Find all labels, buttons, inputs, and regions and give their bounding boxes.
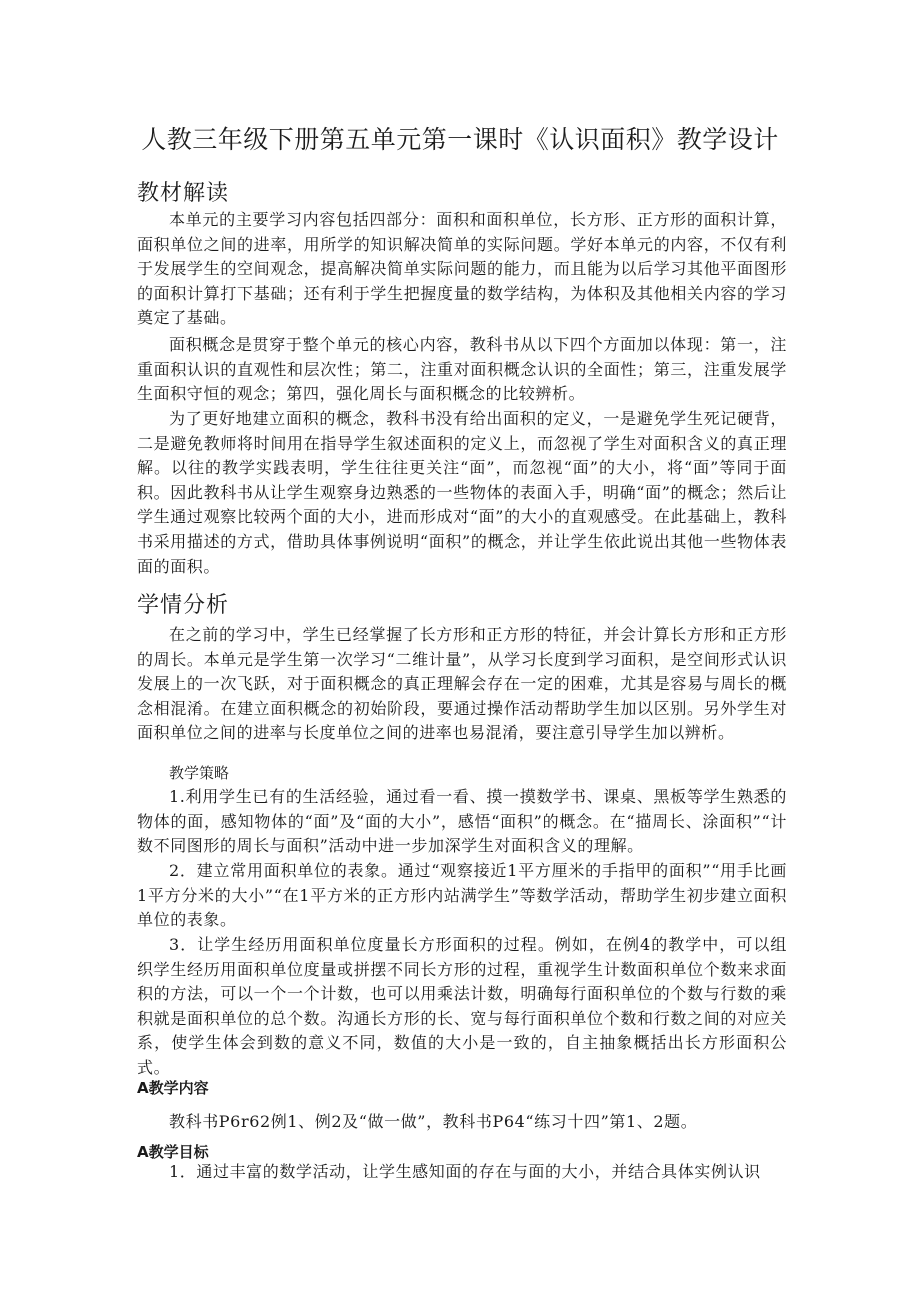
strategy-paragraph-1: 1.利用学生已有的生活经验，通过看一看、摸一摸数学书、课桌、黑板等学生熟悉的物体的面，感知物体的“面”及“面的大小”，感悟“面积”的概念。在“描周长、涂面积”“计数不同图形的周长与面积”活动中进一步加深学生对面积含义的理解。 [137,787,787,856]
material-paragraph-2: 面积概念是贯穿于整个单元的核心内容，教科书从以下四个方面加以体现：第一，注重面积认识的直观性和层次性；第二，注重对面积概念认识的全面性；第三，注重发展学生面积守恒的观念；第四，强化周长与面积概念的比较辨析。 [137,335,787,404]
material-paragraph-3: 为了更好地建立面积的概念，教科书没有给出面积的定义，一是避免学生死记硬背，二是避免教师将时间用在指导学生叙述面积的定义上，而忽视了学生对面积含义的真正理解。以往的教学实践表明，学生往往更关注“面”，而忽视“面”的大小，将“面”等同于面积。因此教科书从让学生观察身边熟悉的一些物体的表面入手，明确“面”的概念；然后让学生通过观察比较两个面的大小，进而形成对“面”的大小的直观感受。在此基础上，教科书采用描述的方式，借助具体事例说明“面积”的概念，并让学生依此说出其他一些物体表面的面积。 [137,409,787,576]
heading-material: 教材解读 [137,181,230,206]
material-paragraph-1: 本单元的主要学习内容包括四部分：面积和面积单位，长方形、正方形的面积计算，面积单位之间的进率，用所学的知识解决简单的实际问题。学好本单元的内容，不仅有利于发展学生的空间观念，提高解决简单实际问题的能力，而且能为以后学习其他平面图形的面积计算打下基础；还有利于学生把握度量的数学结构，为体积及其他相关内容的学习奠定了基础。 [137,210,787,328]
heading-analysis: 学情分析 [137,593,230,618]
strategy-paragraph-2: 2．建立常用面积单位的表象。通过“观察接近1平方厘米的手指甲的面积”“用手比画1平方分米的大小”“在1平方米的正方形内站满学生”等数学活动，帮助学生初步建立面积单位的表象。 [137,861,787,930]
heading-strategy: 教学策略 [169,764,230,782]
content-paragraph-1: 教科书P6r62例1、例2及“做一做”，教科书P64“练习十四”第1、2题。 [169,1112,698,1131]
heading-goals: A教学目标 [137,1143,209,1161]
strategy-paragraph-3: 3．让学生经历用面积单位度量长方形面积的过程。例如，在例4的教学中，可以组织学生经历用面积单位度量或拼摆不同长方形的过程，重视学生计数面积单位个数来求面积的方法，可以一个一个计数，也可以用乘法计数，明确每行面积单位的个数与行数的乘积就是面积单位的总个数。沟通长方形的长、宽与每行面积单位个数和行数之间的对应关系，使学生体会到数的意义不同，数值的大小是一致的，自主抽象概括出长方形面积公式。 [137,935,787,1077]
goals-paragraph-1: 1．通过丰富的数学活动，让学生感知面的存在与面的大小，并结合具体实例认识 [169,1162,761,1181]
heading-content: A教学内容 [137,1079,209,1097]
document-title: 人教三年级下册第五单元第一课时《认识面积》教学设计 [141,125,779,154]
analysis-paragraph-1: 在之前的学习中，学生已经掌握了长方形和正方形的特征，并会计算长方形和正方形的周长。本单元是学生第一次学习“二维计量”，从学习长度到学习面积，是空间形式认识发展上的一次飞跃，对于面积概念的真正理解会存在一定的困难，尤其是容易与周长的概念相混淆。在建立面积概念的初始阶段，要通过操作活动帮助学生加以区别。另外学生对面积单位之间的进率与长度单位之间的进率也易混淆，要注意引导学生加以辨析。 [137,625,787,743]
